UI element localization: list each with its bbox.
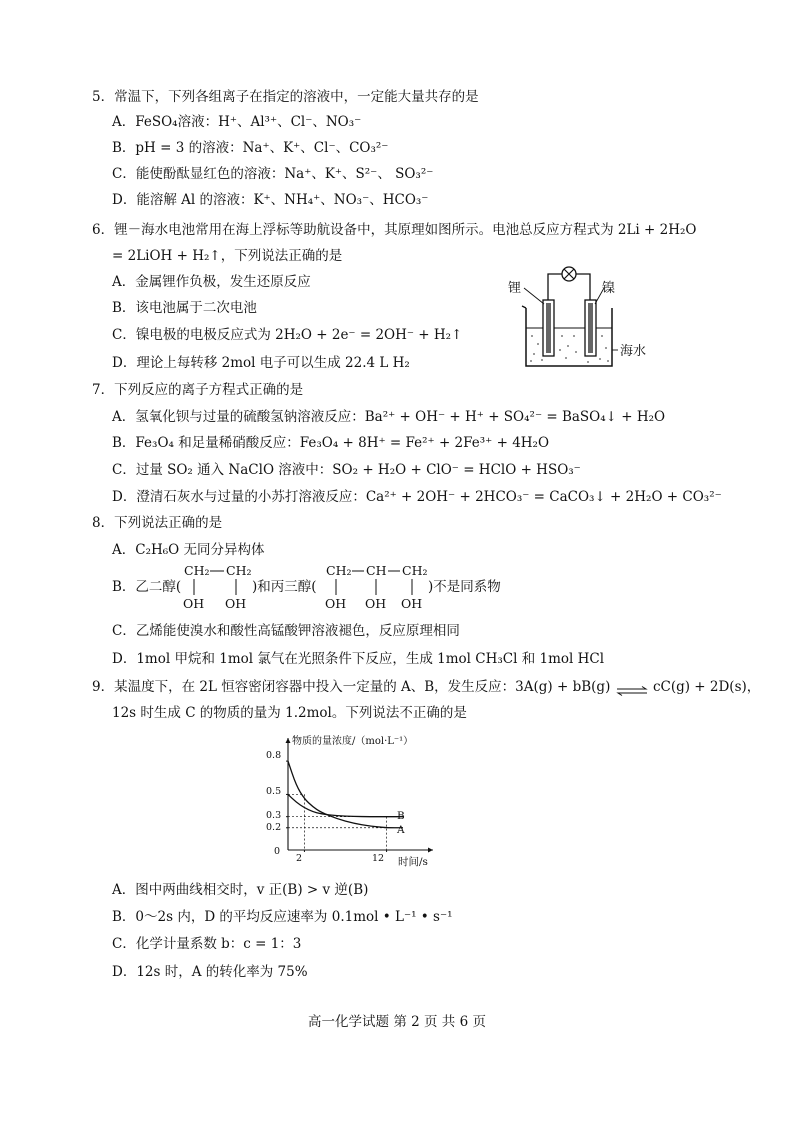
chart-y-tick-1: 0.5 xyxy=(266,786,282,797)
page-footer: 高一化学试题 第 2 页 共 6 页 xyxy=(308,1014,486,1030)
q9-option-d: D．12s 时，A 的转化率为 75% xyxy=(112,964,308,980)
concentration-time-chart xyxy=(258,730,458,870)
seawater-label: 海水 xyxy=(620,344,647,359)
chart-y-tick-0: 0.8 xyxy=(266,750,282,761)
chart-origin-label: 0 xyxy=(274,846,281,857)
q9-option-a: A．图中两曲线相交时，v 正(B) > v 逆(B) xyxy=(112,882,369,898)
chart-line-series-B xyxy=(288,794,403,816)
q6-option-b: B．该电池属于二次电池 xyxy=(112,300,257,316)
q8b-prefix: B．乙二醇( xyxy=(112,579,182,595)
q6-option-d: D．理论上每转移 2mol 电子可以生成 22.4 L H₂ xyxy=(112,355,410,371)
q9-stem-main: 9．某温度下，在 2L 恒容密闭容器中投入一定量的 A、B，发生反应：3A(g) + bB(g) xyxy=(92,679,611,695)
q8-option-a: A．C₂H₆O 无同分异构体 xyxy=(112,542,265,558)
equilibrium-arrow-icon xyxy=(615,683,649,693)
q5-option-a: A．FeSO₄溶液：H⁺、Al³⁺、Cl⁻、NO₃⁻ xyxy=(112,114,362,130)
eg-ch2-left: CH₂ xyxy=(184,563,210,578)
q9-stem xyxy=(92,678,760,696)
q6-option-a: A．金属锂作负极，发生还原反应 xyxy=(112,274,311,290)
gl-oh-mid: OH xyxy=(365,596,387,611)
gl-ch-mid: CH xyxy=(366,563,387,578)
q8-option-c: C．乙烯能使溴水和酸性高锰酸钾溶液褪色，反应原理相同 xyxy=(112,623,460,639)
q8b-mid: )和丙三醇( xyxy=(252,579,317,595)
q7-option-d: D．澄清石灰水与过量的小苏打溶液反应：Ca²⁺ + 2OH⁻ + 2HCO₃⁻ = CaCO₃↓ + 2H₂O + CO₃²⁻ xyxy=(112,489,722,505)
q7-option-c: C．过量 SO₂ 通入 NaClO 溶液中：SO₂ + H₂O + ClO⁻ = HClO + HSO₃⁻ xyxy=(112,462,581,478)
q9-option-b: B．0～2s 内，D 的平均反应速率为 0.1mol • L⁻¹ • s⁻¹ xyxy=(112,909,453,925)
chart-ylabel: 物质的量浓度/（mol·L⁻¹） xyxy=(292,736,414,747)
q5-option-d: D．能溶解 Al 的溶液：K⁺、NH₄⁺、NO₃⁻、HCO₃⁻ xyxy=(112,192,429,208)
q8-stem: 8．下列说法正确的是 xyxy=(92,515,223,531)
q6-option-c: C．镍电极的电极反应式为 2H₂O + 2e⁻ = 2OH⁻ + H₂↑ xyxy=(112,327,463,343)
chart-y-tick-2: 0.3 xyxy=(266,810,282,821)
chart-x-tick-0: 2 xyxy=(296,853,303,864)
q7-option-a: A．氢氧化钡与过量的硫酸氢钠溶液反应：Ba²⁺ + OH⁻ + H⁺ + SO₄²⁻ = BaSO₄↓ + H₂O xyxy=(112,409,666,425)
series-b-label: B xyxy=(397,810,405,822)
chart-y-tick-3: 0.2 xyxy=(266,822,282,833)
gl-ch2-left: CH₂ xyxy=(326,563,352,578)
eg-oh-left: OH xyxy=(183,596,205,611)
gl-ch2-right: CH₂ xyxy=(402,563,428,578)
gl-oh-right: OH xyxy=(401,596,423,611)
q6-stem: 6．锂－海水电池常用在海上浮标等助航设备中，其原理如图所示。电池总反应方程式为 2Li + 2H₂O xyxy=(92,222,697,238)
lithium-label: 锂 xyxy=(508,281,522,296)
chart-line-series-A xyxy=(288,761,403,828)
eg-oh-right: OH xyxy=(225,596,247,611)
q6-stem-continued: = 2LiOH + H₂↑，下列说法正确的是 xyxy=(112,248,343,264)
chart-x-tick-1: 12 xyxy=(372,853,385,864)
series-a-label: A xyxy=(397,824,405,836)
q7-stem: 7．下列反应的离子方程式正确的是 xyxy=(92,382,304,398)
q8b-suffix: )不是同系物 xyxy=(428,579,501,595)
q8-option-b xyxy=(108,562,608,614)
chart-xlabel: 时间/s xyxy=(398,856,428,868)
q9-stem-continued: 12s 时生成 C 的物质的量为 1.2mol。下列说法不正确的是 xyxy=(112,705,467,721)
q5-option-b: B．pH = 3 的溶液：Na⁺、K⁺、Cl⁻、CO₃²⁻ xyxy=(112,140,389,156)
nickel-label: 镍 xyxy=(602,281,616,296)
eg-ch2-right: CH₂ xyxy=(226,563,252,578)
q7-option-b: B．Fe₃O₄ 和足量稀硝酸反应：Fe₃O₄ + 8H⁺ = Fe²⁺ + 2Fe³⁺ + 4H₂O xyxy=(112,435,550,451)
q9-option-c: C．化学计量系数 b：c = 1：3 xyxy=(112,936,302,952)
q5-stem: 5．常温下，下列各组离子在指定的溶液中，一定能大量共存的是 xyxy=(92,89,479,105)
gl-oh-left: OH xyxy=(325,596,347,611)
q5-option-c: C．能使酚酞显红色的溶液：Na⁺、K⁺、S²⁻、 SO₃²⁻ xyxy=(112,166,434,182)
q9-stem-tail: cC(g) + 2D(s)， xyxy=(652,679,761,695)
q8-option-d: D．1mol 甲烷和 1mol 氯气在光照条件下反应，生成 1mol CH₃Cl 和 1mol HCl xyxy=(112,651,605,667)
battery-diagram xyxy=(490,262,647,377)
